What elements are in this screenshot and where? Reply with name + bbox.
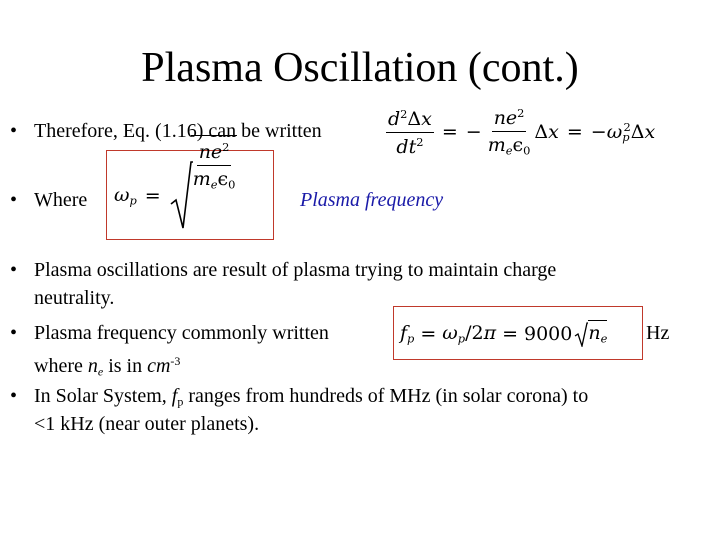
bullet-marker: • <box>10 322 18 344</box>
bullet-5-line-1: In Solar System, $f_p$ ranges from hundreds of MHz (in solar corona) to <box>34 385 589 409</box>
bullet-marker: • <box>10 385 18 407</box>
oscillation-equation: $\frac{d^2\Delta x}{dt^2}$ = − $\frac{ne^2}{m_e\epsilon_0}$ Δx = $-\omega_p^2\Delta x$ <box>388 106 656 158</box>
unit-hz: Hz <box>646 322 670 344</box>
sqrt-symbol <box>574 321 588 347</box>
bullet-3-line-2: neutrality. <box>34 287 115 309</box>
plasma-frequency-equation: $\omega_p$ = $\frac{ne^2}{m_e\epsilon_0}$ <box>114 156 237 236</box>
ne-symbol: $n_e$ <box>87 355 104 379</box>
bullet-2-text: Where <box>34 189 88 211</box>
bullet-marker: • <box>10 259 18 281</box>
bullet-5-line-2: <1 kHz (near outer planets). <box>34 413 260 435</box>
fp-symbol: f <box>171 385 178 407</box>
bullet-4-line-2 <box>34 348 180 385</box>
frequency-formula: $f_p$ = $\omega_p/2\pi$ = 9000 $n_e$ <box>400 321 608 346</box>
where-text: where <box>34 355 83 378</box>
plasma-frequency-label: Plasma frequency <box>300 189 444 211</box>
bullet-4-text: Plasma frequency commonly written <box>34 322 329 344</box>
cm-unit: cm <box>147 355 171 378</box>
is-in-text: is in <box>103 355 148 378</box>
sqrt-symbol <box>169 160 193 232</box>
bullet-1-text: Therefore, Eq. (1.16) can be written <box>34 120 322 142</box>
bullet-3-line-1: Plasma oscillations are result of plasma trying to maintain charge <box>34 259 557 281</box>
bullet-marker: • <box>10 120 18 142</box>
slide-title: Plasma Oscillation (cont.) <box>141 45 579 91</box>
bullet-marker: • <box>10 189 18 211</box>
cm-exponent: -3 <box>170 354 181 368</box>
